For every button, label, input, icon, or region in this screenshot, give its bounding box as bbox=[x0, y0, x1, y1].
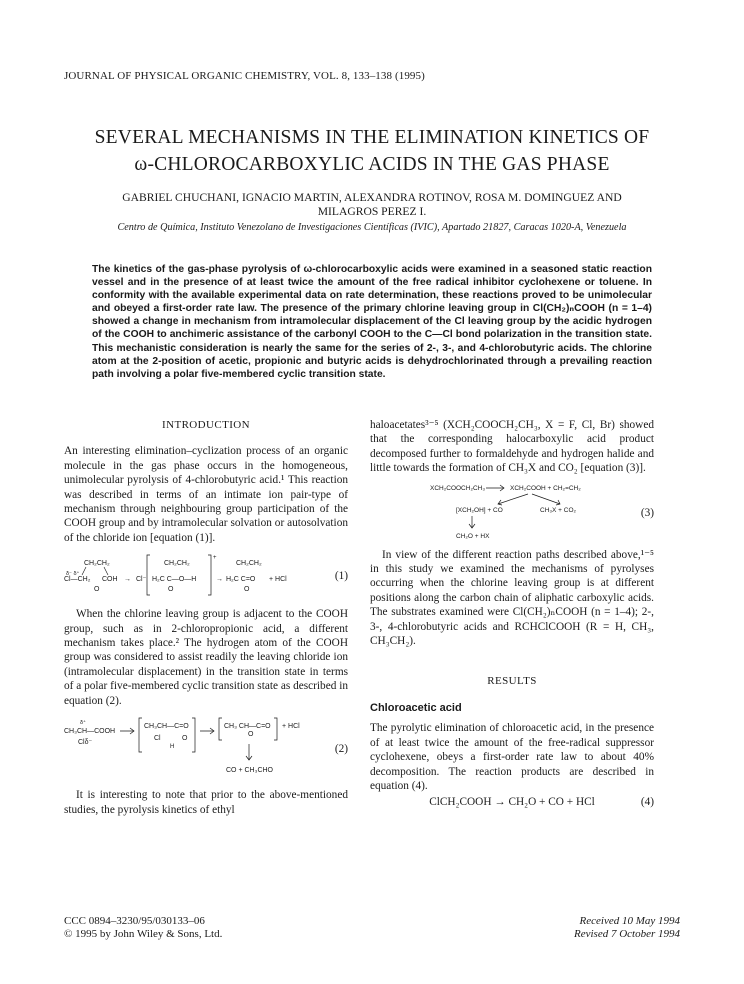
eq1-reactant-chain: CH₂CH₂ bbox=[84, 560, 110, 568]
eq2-reactant-cl: Clδ⁻ bbox=[78, 739, 93, 747]
ccc-code: CCC 0894–3230/95/030133–06 bbox=[64, 915, 205, 927]
eq1-reactant-cooh: COH bbox=[102, 576, 118, 584]
eq1-product-o: O bbox=[244, 586, 250, 594]
eq1-chloride-ion: Cl⁻ bbox=[136, 576, 147, 584]
eq3-branch-1: [XCH₂OH] + CO bbox=[456, 506, 503, 514]
equation-4-text: ClCH₂COOH → CH₂O + CO + HCl bbox=[429, 796, 595, 809]
equation-3 bbox=[370, 480, 654, 542]
copyright-notice: © 1995 by John Wiley & Sons, Ltd. bbox=[64, 928, 223, 940]
equation-4-number: (4) bbox=[640, 796, 654, 809]
right-paragraph-2: In view of the different reaction paths described above,¹⁻⁵ in this study we examined the mechanisms of pyrolyses occurring when the chlorine leaving group is at different positions along the carbon chain of aliphatic carboxylic acids. The substrates examined were Cl(CH₂)ₙCOOH (n = 1–4); 2-, 3-, 4-chlorobutyric acids and RCHClCOOH (R = H, CH₃, CH₃CH₂). bbox=[370, 548, 654, 648]
introduction-heading: INTRODUCTION bbox=[162, 419, 250, 431]
abstract: The kinetics of the gas-phase pyrolysis of ω-chlorocarboxylic acids were examined in a seasoned static reaction vessel and in the presence of at least twice the amount of the free radical inhibitor cyclohexene or toluene. In conformity with the available experimental data on rate determination, these reactions proved to be unimolecular and obeyed a first-order rate law. The presence of the primary chlorine leaving group in Cl(CH₂)ₙCOOH (n = 1–4) showed a change in mechanism from intramolecular displacement of the Cl leaving group by the acidic hydrogen of the COOH to anchimeric assistance of the carbonyl COOH to the C—Cl bond polarization in the transition state. This mechanistic consideration is nearly the same for the series of 2-, 3-, and 4-chlorobutyric acids. The chlorine atom at the 2-position of acetic, propionic and butyric acids is dehydrochlorinated through a prevailing reaction path involving a polar five-membered cyclic transition state. bbox=[92, 264, 652, 380]
intro-paragraph-3: It is interesting to note that prior to the above-mentioned studies, the pyrolysis kinetics of ethyl bbox=[64, 789, 348, 816]
eq2-ts-h: H bbox=[170, 744, 175, 751]
equation-1-number: (1) bbox=[334, 570, 348, 583]
affiliation: Centro de Química, Instituto Venezolano de Investigaciones Científicas (IVIC), Apartado 21827, Caracas 1020-A, Venezuela bbox=[117, 222, 627, 233]
eq2-reactant: CH₃CH—COOH bbox=[64, 728, 116, 736]
received-date: Received 10 May 1994 bbox=[579, 915, 680, 927]
title-line-2: ω-CHLOROCARBOXYLIC ACIDS IN THE GAS PHASE bbox=[134, 154, 610, 175]
eq1-product-chain: CH₂CH₂ bbox=[236, 560, 262, 568]
eq1-reactant-charges: δ⁻ δ⁺ bbox=[66, 571, 80, 578]
eq1-product-hcl: + HCl bbox=[269, 576, 287, 584]
equation-1-structure bbox=[64, 551, 314, 603]
article-title bbox=[64, 124, 680, 178]
equation-3-structure bbox=[370, 480, 630, 542]
right-column bbox=[370, 418, 654, 811]
equation-2-structure bbox=[64, 716, 314, 780]
eq2-products: CO + CH₃CHO bbox=[226, 767, 273, 775]
eq3-final-1: CH₂O + HX bbox=[456, 532, 490, 540]
eq1-product-ring: H₂C C=O bbox=[226, 576, 256, 584]
eq2-ts-top: CH₃CH—C=O bbox=[144, 723, 189, 731]
authors-line-2: MILAGROS PEREZ I. bbox=[317, 205, 427, 218]
chloroacetic-heading: Chloroacetic acid bbox=[370, 701, 462, 714]
equation-2 bbox=[64, 716, 348, 780]
eq2-ts-cl: Cl bbox=[154, 735, 161, 743]
right-paragraph-1: haloacetates³⁻⁵ (XCH₂COOCH₂CH₃, X = F, Cl, Br) showed that the corresponding halocarboxylic acid product decomposed further to formaldehyde and hydrogen halide and little towards the formation of CH₃X and CO₂ [equation (3)]. bbox=[370, 419, 654, 475]
equation-3-number: (3) bbox=[640, 506, 654, 519]
eq1-ts-plus: + bbox=[213, 555, 217, 562]
eq1-arrow-1: → bbox=[124, 576, 131, 584]
equation-1 bbox=[64, 551, 348, 603]
right-paragraph-3: The pyrolytic elimination of chloroacetic acid, in the presence of at least twice the amount of the free-radical suppressor cyclohexene, obeys a first-order rate law to about 40% decomposition. The reaction products are described in equation (4). bbox=[370, 722, 654, 792]
journal-header: JOURNAL OF PHYSICAL ORGANIC CHEMISTRY, VOL. 8, 133–138 (1995) bbox=[64, 70, 425, 82]
eq2-intermediate-o: O bbox=[248, 731, 254, 739]
intro-paragraph-1: An interesting elimination–cyclization process of an organic molecule in the gas phase occurs in the homogeneous, unimolecular pyrolysis of 4-chlorobutyric acid.¹ This reaction was described in terms of an intimate ion pair-type of mechanism through neighbouring group participation of the COOH group and by intramolecular solvation or autosolvation of the chloride ion [equation (1)]. bbox=[64, 445, 348, 544]
eq1-ts-ring: H₂C C—O—H bbox=[152, 576, 197, 584]
left-column bbox=[64, 418, 348, 817]
equation-4 bbox=[370, 795, 654, 811]
eq1-reactant-clch2: Cl—CH₂ bbox=[64, 576, 91, 584]
equation-2-number: (2) bbox=[334, 743, 348, 756]
author-list bbox=[64, 191, 680, 219]
footer-dates-block bbox=[470, 915, 680, 941]
eq2-intermediate: CH₃ CH—C=O bbox=[224, 723, 271, 731]
eq2-ts-o: O bbox=[182, 735, 188, 743]
footer-copyright-block bbox=[64, 915, 222, 941]
eq2-reactant-charges: δ⁺ bbox=[80, 720, 86, 727]
eq3-product-1: XCH₂COOH + CH₂=CH₂ bbox=[510, 484, 581, 492]
title-line-1: SEVERAL MECHANISMS IN THE ELIMINATION KINETICS OF bbox=[94, 127, 650, 148]
eq1-ts-chain: CH₂CH₂ bbox=[164, 560, 190, 568]
eq1-arrow-2: → bbox=[216, 576, 223, 584]
eq3-reactant: XCH₂COOCH₂CH₃ bbox=[430, 484, 485, 492]
revised-date: Revised 7 October 1994 bbox=[574, 928, 680, 940]
results-heading: RESULTS bbox=[487, 675, 537, 688]
eq2-hcl: + HCl bbox=[282, 723, 300, 731]
eq1-reactant-o: O bbox=[94, 586, 100, 594]
authors-line-1: GABRIEL CHUCHANI, IGNACIO MARTIN, ALEXANDRA ROTINOV, ROSA M. DOMINGUEZ AND bbox=[122, 191, 622, 204]
intro-paragraph-2: When the chlorine leaving group is adjacent to the COOH group, such as in 2-chloropropionic acid, a different mechanism takes place.² The hydrogen atom of the COOH group was considered to assist readily the leaving chloride ion (intramolecular displacement) in the transition state in terms of a polar five-membered cyclic transition state as described in equation (2). bbox=[64, 608, 348, 707]
eq3-branch-2: CH₃X + CO₂ bbox=[540, 506, 577, 514]
eq1-ts-o: O bbox=[168, 586, 174, 594]
